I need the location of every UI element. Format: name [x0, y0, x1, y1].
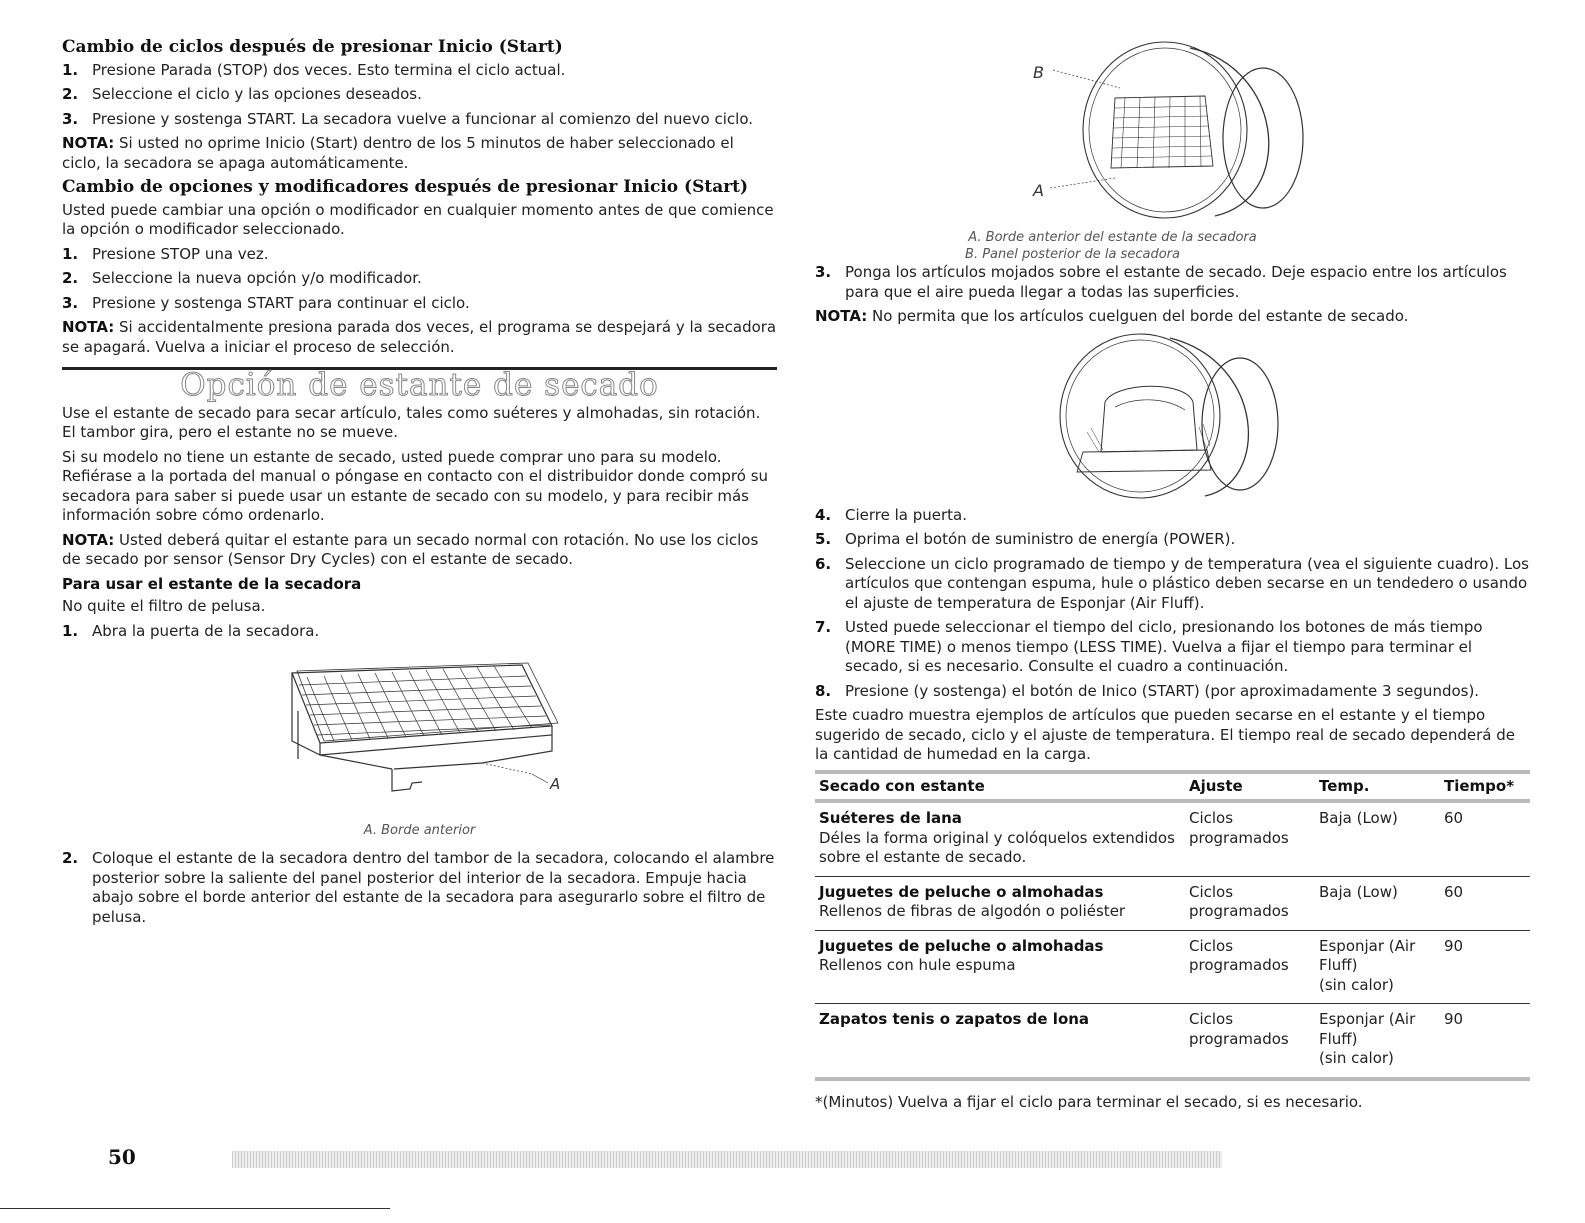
table-cell: Ciclos programados	[1185, 876, 1315, 930]
item-name: Juguetes de peluche o almohadas	[819, 936, 1104, 955]
fig2-caption-a: A. Borde anterior del estante de la secadora	[968, 229, 1257, 245]
table-cell: 90	[1440, 1004, 1530, 1079]
list-item	[62, 61, 777, 81]
note-text: Usted deberá quitar el estante para un secado normal con rotación. No use los ciclos de secado por sensor (Sensor Dry Cycles) con el estante de secado.	[62, 530, 759, 568]
table-cell	[815, 801, 1185, 876]
temp-value: Esponjar (Air Fluff)	[1319, 1010, 1416, 1048]
item-desc: Rellenos con hule espuma	[819, 956, 1016, 974]
change-cycles-list	[62, 61, 777, 130]
column-header: Tiempo*	[1440, 772, 1530, 802]
footer-decoration-bar	[232, 1151, 1222, 1168]
step-number: 6.	[815, 554, 832, 573]
step-number: 2.	[62, 849, 79, 867]
bottom-rule	[0, 1208, 390, 1209]
step-number: 1.	[62, 244, 79, 263]
item-name: Suéteres de lana	[819, 809, 962, 827]
rack-steps-list-2	[62, 849, 777, 927]
fig2-label-a: A	[1033, 181, 1044, 200]
step-text: Presione STOP una vez.	[92, 244, 269, 263]
chart-footnote: *(Minutos) Vuelva a fijar el ciclo para terminar el secado, si es necesario.	[815, 1092, 1363, 1111]
table-cell	[815, 1004, 1185, 1079]
list-item	[62, 110, 777, 130]
step-number: 3.	[62, 293, 79, 312]
paragraph: Si su modelo no tiene un estante de secado, usted puede comprar uno para su modelo. Refiérase a la portada del manual o póngase en contacto con el distribuidor donde compró su secadora para saber si puede usar un estante de secado con su modelo, y para recibir más información sobre cómo ordenarlo.	[62, 447, 769, 524]
note-paragraph	[62, 318, 777, 357]
heading-change-options: Cambio de opciones y modificadores después de presionar Inicio (Start)	[62, 177, 749, 197]
paragraph: Este cuadro muestra ejemplos de artículos que pueden secarse en el estante y el tiempo sugerido de secado, ciclo y el ajuste de temperatura. El tiempo real de secado dependerá de la cantidad de humedad en la carga.	[815, 706, 1515, 763]
step-text: Presione y sostenga START para continuar el ciclo.	[92, 293, 470, 312]
rack-in-drum-illustration	[815, 38, 1530, 223]
item-desc: Rellenos de fibras de algodón o poliéster	[819, 902, 1126, 920]
item-desc: Déles la forma original y colóquelos extendidos sobre el estante de secado.	[819, 828, 1175, 866]
table-cell: Ciclos programados	[1185, 1004, 1315, 1079]
table-cell: 60	[1440, 876, 1530, 930]
list-item	[815, 682, 1530, 702]
heading-use-rack: Para usar el estante de la secadora	[62, 574, 362, 593]
step-text: Seleccione la nueva opción y/o modificador.	[92, 269, 422, 287]
page-number: 50	[108, 1145, 136, 1169]
rack-steps-list	[62, 622, 777, 642]
step-number: 4.	[815, 505, 832, 524]
step-number: 2.	[62, 85, 79, 103]
table-cell: Ciclos programados	[1185, 930, 1315, 1004]
note-paragraph	[62, 531, 777, 570]
list-item	[815, 263, 1530, 302]
figure-items-on-rack	[815, 332, 1530, 500]
table-row	[815, 930, 1530, 1004]
section-title: Opción de estante de secado	[180, 367, 659, 403]
step-number: 2.	[62, 269, 79, 287]
fig1-label-a: A	[550, 775, 561, 793]
list-item	[815, 530, 1530, 550]
column-header: Ajuste	[1185, 772, 1315, 802]
table-cell: Baja (Low)	[1315, 801, 1440, 876]
note-text: Si accidentalmente presiona parada dos veces, el programa se despejará y la secadora se apagará. Vuelva a iniciar el proceso de selección.	[62, 318, 777, 356]
note-text: Si usted no oprime Inicio (Start) dentro de los 5 minutos de haber seleccionado el ciclo, la secadora se apaga automáticamente.	[62, 134, 734, 172]
list-item	[815, 506, 1530, 526]
fig2-label-b: B	[1033, 63, 1044, 82]
table-row	[815, 1004, 1530, 1079]
list-item	[815, 555, 1530, 614]
step-text: Usted puede seleccionar el tiempo del ciclo, presionando los botones de más tiempo (MORE TIME) o menos tiempo (LESS TIME). Vuelva a fijar el tiempo para terminar el secado, si es necesario. Consulte el cuadro a continuación.	[845, 618, 1483, 675]
step-text: Seleccione un ciclo programado de tiempo y de temperatura (vea el siguiente cuadro). Los artículos que contengan espuma, hule o plástico deben secarse en un tendedero o usando el ajuste de temperatura de Esponjar (Air Fluff).	[845, 554, 1529, 612]
table-cell	[815, 930, 1185, 1004]
step-text: Ponga los artículos mojados sobre el estante de secado. Deje espacio entre los artículos para que el aire pueda llegar a todas las superficies.	[845, 263, 1507, 301]
step-number: 3.	[815, 263, 832, 281]
table-cell	[815, 876, 1185, 930]
fig2-caption-b: B. Panel posterior de la secadora	[965, 246, 1180, 262]
step-text: Coloque el estante de la secadora dentro del tambor de la secadora, colocando el alambre posterior sobre la saliente del panel posterior del interior de la secadora. Empuje hacia abajo sobre el borde anterior del estante de la secadora para asegurarlo sobre el filtro de pelusa.	[92, 849, 775, 926]
step-number: 1.	[62, 60, 79, 79]
paragraph: No quite el filtro de pelusa.	[62, 597, 266, 615]
heading-change-cycles: Cambio de ciclos después de presionar Inicio (Start)	[62, 37, 563, 57]
table-cell: Ciclos programados	[1185, 801, 1315, 876]
table-cell: Baja (Low)	[1315, 876, 1440, 930]
rack-steps-list-3	[815, 263, 1530, 302]
drying-rack-chart	[815, 770, 1530, 1081]
step-number: 3.	[62, 109, 79, 128]
note-paragraph	[815, 307, 1530, 327]
table-cell	[1315, 930, 1440, 1004]
note-label: NOTA:	[62, 134, 115, 152]
table-header-row	[815, 772, 1530, 802]
step-text: Seleccione el ciclo y las opciones deseados.	[92, 85, 422, 103]
step-text: Abra la puerta de la secadora.	[92, 621, 320, 640]
figure-rack-in-drum	[815, 38, 1530, 263]
table-cell: 60	[1440, 801, 1530, 876]
step-number: 7.	[815, 618, 832, 636]
fig1-caption: A. Borde anterior	[363, 822, 476, 838]
temp-note: (sin calor)	[1319, 975, 1394, 994]
paragraph: Use el estante de secado para secar artículo, tales como suéteres y almohadas, sin rotación. El tambor gira, pero el estante no se mueve.	[62, 403, 761, 441]
column-header: Secado con estante	[815, 772, 1185, 802]
items-on-rack-illustration	[815, 332, 1530, 500]
figure-drying-rack	[62, 651, 777, 841]
table-row	[815, 876, 1530, 930]
list-item	[62, 269, 777, 289]
step-text: Cierre la puerta.	[845, 505, 967, 524]
step-text: Oprima el botón de suministro de energía (POWER).	[845, 530, 1236, 548]
temp-value: Esponjar (Air Fluff)	[1319, 936, 1416, 974]
step-text: Presione y sostenga START. La secadora vuelve a funcionar al comienzo del nuevo ciclo.	[92, 109, 753, 128]
item-name: Zapatos tenis o zapatos de lona	[819, 1010, 1090, 1028]
temp-note: (sin calor)	[1319, 1049, 1394, 1067]
left-column	[62, 38, 777, 932]
note-label: NOTA:	[62, 318, 115, 336]
list-item	[62, 85, 777, 105]
step-number: 5.	[815, 530, 832, 548]
note-paragraph	[62, 134, 777, 173]
table-cell: 90	[1440, 930, 1530, 1004]
step-number: 1.	[62, 621, 79, 640]
note-text: No permita que los artículos cuelguen del borde del estante de secado.	[867, 307, 1409, 325]
table-cell	[1315, 1004, 1440, 1079]
item-name: Juguetes de peluche o almohadas	[819, 882, 1104, 901]
right-column	[815, 38, 1530, 1117]
note-label: NOTA:	[62, 530, 115, 549]
list-item	[62, 622, 777, 642]
step-number: 8.	[815, 681, 832, 700]
list-item	[815, 618, 1530, 677]
step-text: Presione Parada (STOP) dos veces. Esto termina el ciclo actual.	[92, 60, 566, 79]
list-item	[62, 849, 777, 927]
table-row	[815, 801, 1530, 876]
column-header: Temp.	[1315, 772, 1440, 802]
paragraph: Usted puede cambiar una opción o modificador en cualquier momento antes de que comience la opción o modificador seleccionado.	[62, 200, 774, 238]
note-label: NOTA:	[815, 307, 868, 325]
rack-steps-list-4	[815, 506, 1530, 702]
list-item	[62, 294, 777, 314]
step-text: Presione (y sostenga) el botón de Inico (START) (por aproximadamente 3 segundos).	[845, 681, 1480, 700]
drying-rack-illustration	[62, 651, 777, 816]
